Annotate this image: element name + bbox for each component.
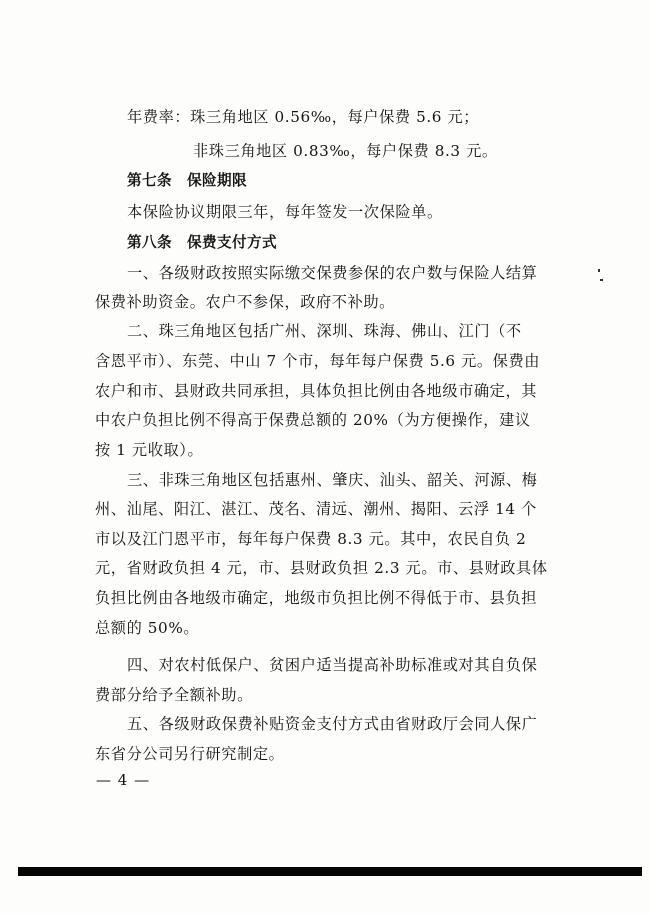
page-number: — 4 — — [96, 771, 151, 789]
premium-rate-label: 年费率： — [127, 108, 191, 126]
premium-rate-prd: 珠三角地区 0.56‰，每户保费 5.6 元； — [190, 108, 480, 126]
para2-line-5: 按 1 元收取）。 — [95, 441, 204, 459]
para3-line-5: 负担比例由各地级市确定，地级市负担比例不得低于市、县负担 — [95, 589, 538, 607]
para2-line-4: 中农户负担比例不得高于保费总额的 20%（为方便操作，建议 — [95, 411, 531, 429]
article7-body: 本保险协议期限三年，每年签发一次保险单。 — [127, 203, 443, 221]
para4-line-2: 费部分给予全额补助。 — [95, 686, 253, 704]
para3-line-4: 元，省财政负担 4 元，市、县财政负担 2.3 元。市、县财政具体 — [95, 559, 548, 577]
para1-line-1: 一、各级财政按照实际缴交保费参保的农户数与保险人结算 — [127, 264, 538, 282]
para2-line-1: 二、珠三角地区包括广州、深圳、珠海、佛山、江门（不 — [127, 322, 522, 340]
para2-line-2: 含恩平市）、东莞、中山 7 个市，每年每户保费 5.6 元。保费由 — [95, 352, 541, 370]
para3-line-3: 市以及江门恩平市，每年每户保费 8.3 元。其中，农民自负 2 — [95, 530, 527, 548]
para3-line-2: 州、汕尾、阳江、湛江、茂名、清远、潮州、揭阳、云浮 14 个 — [95, 500, 537, 518]
para1-line-2: 保费补助资金。农户不参保，政府不补助。 — [95, 293, 395, 311]
para2-line-3: 农户和市、县财政共同承担，具体负担比例由各地级市确定，其 — [95, 382, 538, 400]
premium-rate-prd-line — [127, 107, 479, 127]
premium-rate-non-prd-line — [193, 141, 498, 161]
para3-line-1: 三、非珠三角地区包括惠州、肇庆、汕头、韶关、河源、梅 — [127, 471, 538, 489]
article8-title: 第八条 保费支付方式 — [127, 234, 277, 251]
para3-line-6: 总额的 50%。 — [95, 619, 200, 637]
bottom-rule — [18, 867, 642, 876]
para5-line-1: 五、各级财政保费补贴资金支付方式由省财政厅会同人保广 — [127, 715, 538, 733]
premium-rate-non-prd: 非珠三角地区 0.83‰，每户保费 8.3 元。 — [193, 142, 498, 160]
para4-line-1: 四、对农村低保户、贫困户适当提高补助标准或对其自负保 — [127, 656, 538, 674]
scan-mark — [598, 269, 600, 272]
scan-mark — [600, 279, 603, 281]
para5-line-2: 东省分公司另行研究制定。 — [95, 745, 285, 763]
article7-title: 第七条 保险期限 — [127, 172, 247, 189]
